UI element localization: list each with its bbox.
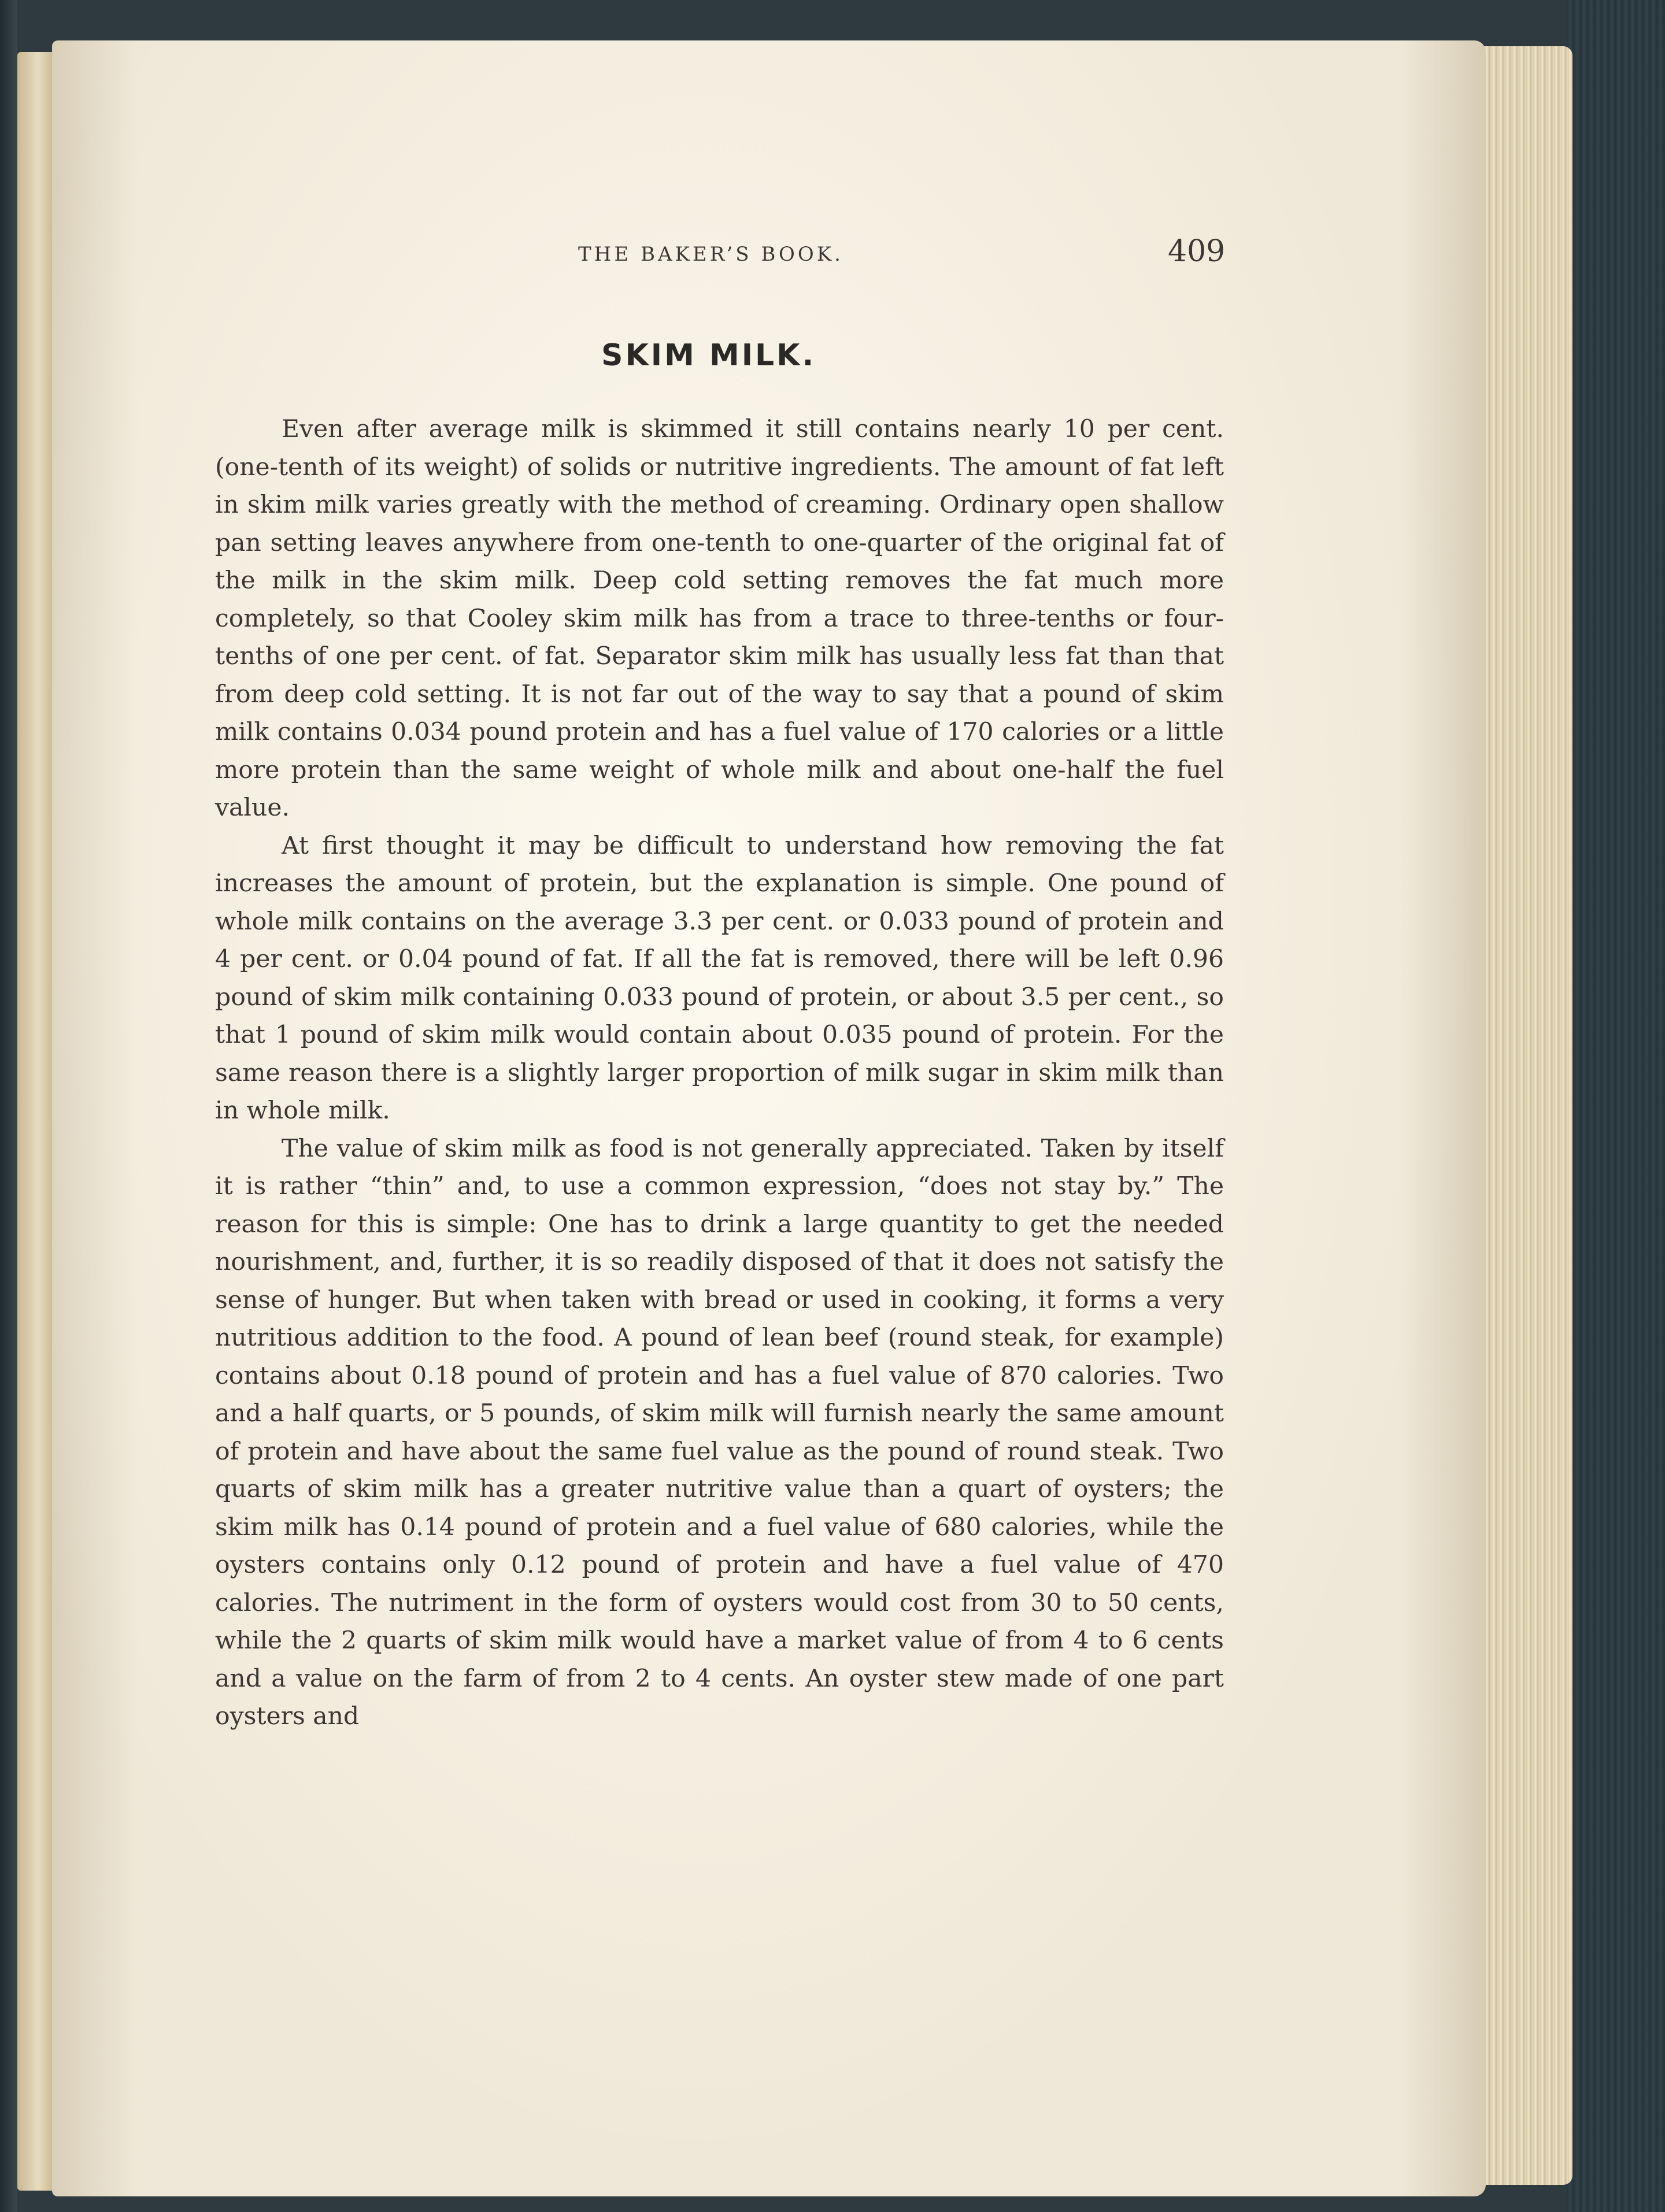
section-title: SKIM MILK. xyxy=(601,338,816,373)
paragraph-3: The value of skim milk as food is not generally appreciated. Taken by itself it is rather “thin” and, to use a common expression, “does not stay by.” The reason for this is simple: One has to drink a large quantity to get the needed nourishment, and, further, it is so readily disposed of that it does not satisfy the sense of hunger. But when taken with bread or used in cooking, it forms a very nutritious addition to the food. A pound of lean beef (round steak, for example) contains about 0.18 pound of protein and has a fuel value of 870 calories. Two and a half quarts, or 5 pounds, of skim milk will furnish nearly the same amount of protein and have about the same fuel value as the pound of round steak. Two quarts of skim milk has a greater nutritive value than a quart of oysters; the skim milk has 0.14 pound of protein and a fuel value of 680 calories, while the oysters contains only 0.12 pound of protein and have a fuel value of 470 calories. The nutriment in the form of oysters would cost from 30 to 50 cents, while the 2 quarts of skim milk would have a market value of from 4 to 6 cents and a value on the farm of from 2 to 4 cents. An oyster stew made of one part oysters and xyxy=(215,1134,1224,1731)
book-binding-left xyxy=(0,0,17,2212)
book-cover-right xyxy=(1567,0,1665,2212)
paragraph-2: At first thought it may be difficult to understand how removing the fat increases the amount of protein, but the explanation is simple. One pound of whole milk contains on the average 3.3 per cent. or 0.033 pound of protein and 4 per cent. or 0.04 pound of fat. If all the fat is removed, there will be left 0.96 pound of skim milk containing 0.033 pound of protein, or about 3.5 per cent., so that 1 pound of skim milk would contain about 0.035 pound of protein. For the same reason there is a slightly larger proportion of milk sugar in skim milk than in whole milk. xyxy=(215,831,1224,1125)
previous-page-edge xyxy=(17,52,52,2191)
page-number: 409 xyxy=(1168,234,1226,269)
running-head: THE BAKER’S BOOK. xyxy=(578,243,843,266)
body-text xyxy=(215,410,1224,1736)
paragraph-1: Even after average milk is skimmed it still contains nearly 10 per cent. (one-tenth of its weight) of solids or nutritive ingredients. The amount of fat left in skim milk varies greatly with the method of creaming. Ordinary open shallow pan setting leaves anywhere from one-tenth to one-quarter of the original fat of the milk in the skim milk. Deep cold setting removes the fat much more completely, so that Cooley skim milk has from a trace to three-tenths or four-tenths of one per cent. of fat. Separator skim milk has usually less fat than that from deep cold setting. It is not far out of the way to say that a pound of skim milk contains 0.034 pound protein and has a fuel value of 170 calories or a little more protein than the same weight of whole milk and about one-half the fuel value. xyxy=(215,415,1224,822)
